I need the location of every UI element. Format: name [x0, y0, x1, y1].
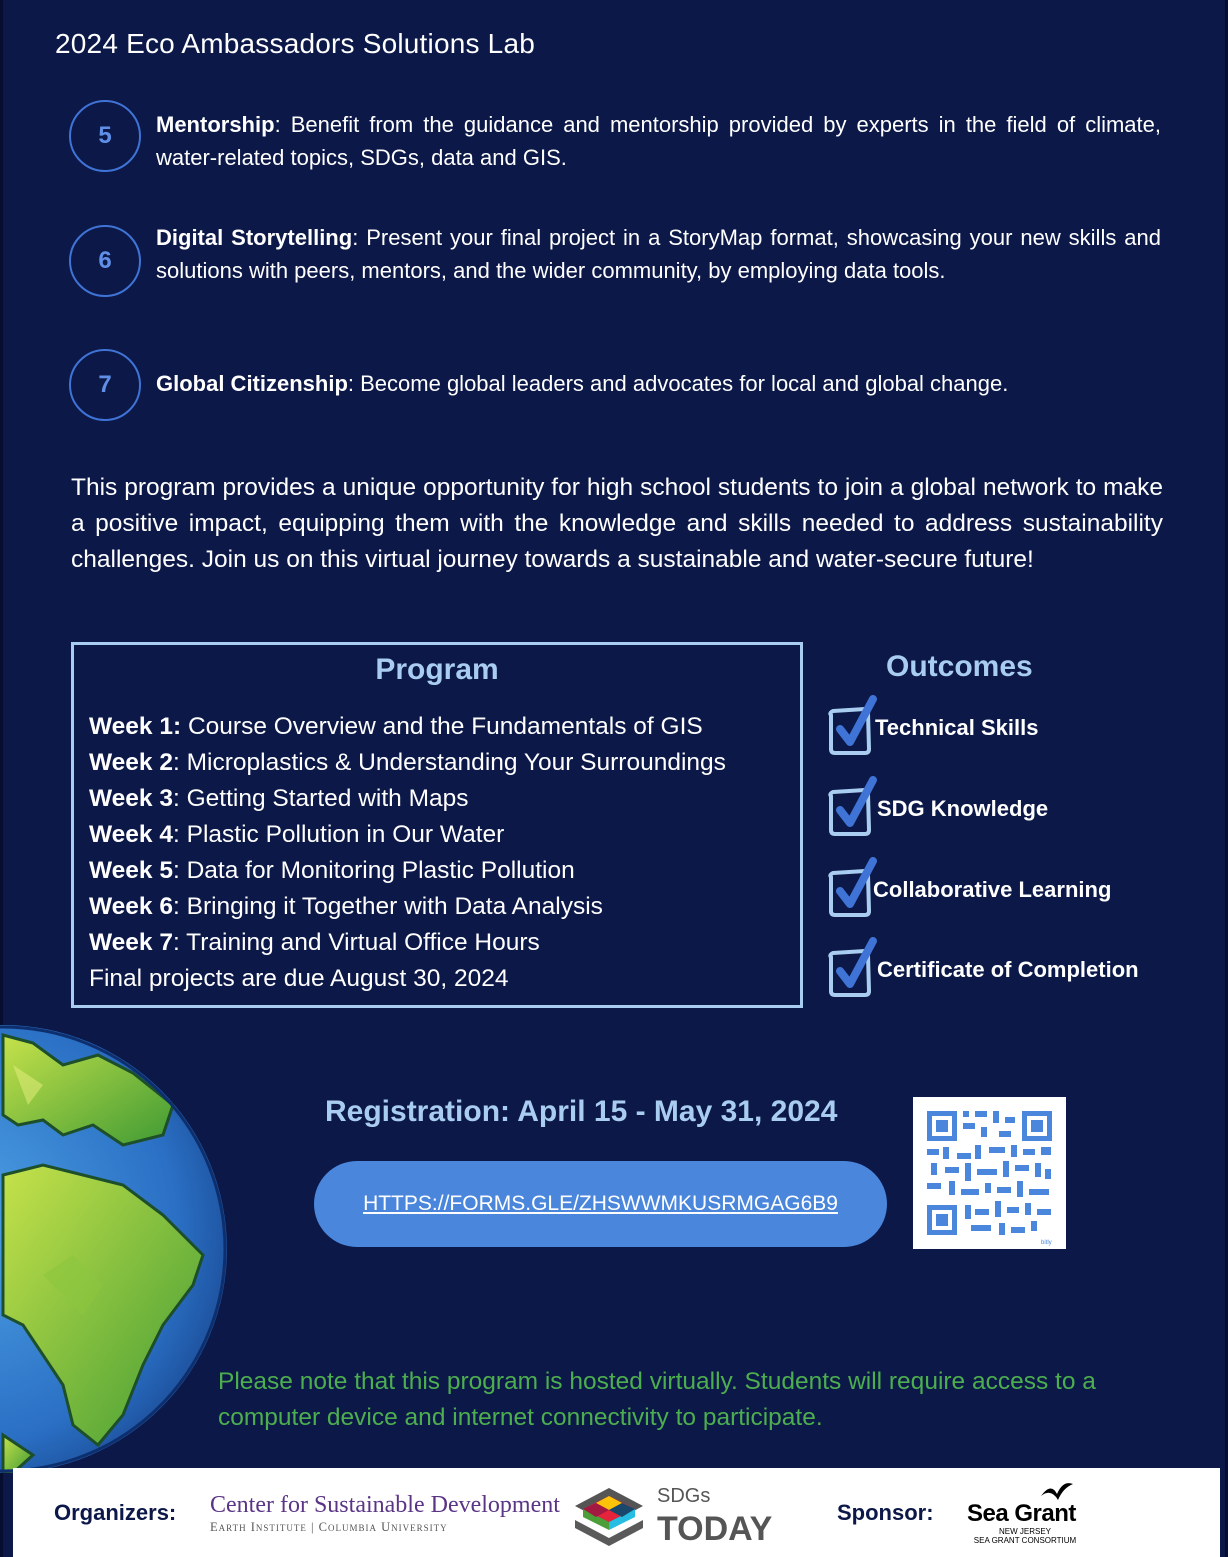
outcome-item — [825, 857, 1111, 923]
seagull-icon — [1039, 1478, 1075, 1502]
outcome-item — [825, 695, 1038, 761]
week-label: Week 3 — [89, 785, 173, 812]
week-item — [89, 817, 800, 853]
benefit-heading: Mentorship — [156, 112, 275, 137]
benefit-heading: Digital Storytelling — [156, 225, 353, 250]
week-label: Week 4 — [89, 821, 173, 848]
benefit-heading: Global Citizenship — [156, 371, 348, 396]
benefit-item — [69, 225, 1161, 297]
outcome-label: Technical Skills — [875, 715, 1039, 740]
registration-link-button[interactable]: HTTPS://FORMS.GLE/ZHSWWMKUSRMGAG6B9 — [314, 1161, 887, 1247]
sea-grant-logo — [963, 1478, 1093, 1550]
week-topic: : Bringing it Together with Data Analysis — [173, 893, 603, 920]
outcome-item — [825, 937, 1139, 1003]
week-topic: : Data for Monitoring Plastic Pollution — [173, 857, 575, 884]
footer-bar — [13, 1468, 1220, 1557]
week-label: Week 2 — [89, 749, 173, 776]
sdgs-logo-top: SDGs — [657, 1485, 711, 1507]
benefit-item — [69, 349, 1161, 421]
outcomes-title: Outcomes — [886, 650, 1033, 683]
week-item — [89, 853, 800, 889]
sea-grant-name: Sea Grant — [967, 1500, 1076, 1527]
benefit-text: : Become global leaders and advocates for local and global change. — [347, 371, 1009, 396]
number-badge: 7 — [69, 349, 141, 421]
week-topic: : Getting Started with Maps — [173, 785, 469, 812]
week-item — [89, 889, 800, 925]
benefit-description — [156, 221, 1161, 287]
checkbox-check-icon — [825, 695, 881, 761]
benefit-item — [69, 100, 1161, 174]
organizers-label: Organizers: — [54, 1500, 177, 1525]
benefit-text: : Present your final project in a StoryMap format, showcasing your new skills and solutions with peers, mentors, and the wider community, by employing data tools. — [156, 225, 1161, 283]
number-badge: 5 — [69, 100, 141, 172]
qr-code-icon — [913, 1097, 1066, 1249]
virtual-program-note: Please note that this program is hosted virtually. Students will require access to a computer device and internet connectivity to participate. — [218, 1368, 1096, 1431]
qr-brand-label: bitly — [1041, 1240, 1052, 1246]
csd-logo-subtitle: Earth Institute | Columbia University — [210, 1520, 448, 1534]
earth-globe-icon — [3, 1025, 227, 1473]
benefit-description — [156, 108, 1161, 174]
program-title: Program — [375, 653, 499, 686]
sdgs-today-logo — [569, 1474, 773, 1554]
sea-grant-consortium: SEA GRANT CONSORTIUM — [973, 1536, 1077, 1545]
csd-logo-name: Center for Sustainable Development — [210, 1492, 560, 1518]
sponsor-label: Sponsor: — [837, 1500, 934, 1525]
sdgs-logo-bottom: TODAY — [657, 1510, 773, 1548]
week-label: Week 6 — [89, 893, 173, 920]
week-topic: Course Overview and the Fundamentals of GIS — [181, 713, 703, 740]
qr-code[interactable] — [913, 1097, 1066, 1249]
outcome-label: SDG Knowledge — [877, 796, 1049, 821]
outcome-label: Collaborative Learning — [873, 877, 1112, 902]
week-topic: : Training and Virtual Office Hours — [173, 929, 540, 956]
intro-paragraph: This program provides a unique opportunity for high school students to join a global network to make a positive impact, equipping them with the knowledge and skills needed to address sustainability challenges. Join us on this virtual journey towards a sustainable and water-secure future! — [71, 474, 1163, 573]
number-badge: 6 — [69, 225, 141, 297]
week-topic: : Plastic Pollution in Our Water — [173, 821, 505, 848]
final-project-note: Final projects are due August 30, 2024 — [89, 965, 509, 992]
checkbox-check-icon — [825, 937, 881, 1003]
benefit-text: : Benefit from the guidance and mentorship provided by experts in the field of climate, water-related topics, SDGs, data and GIS. — [156, 112, 1161, 170]
week-item — [89, 745, 800, 781]
week-label: Week 5 — [89, 857, 173, 884]
page-title: 2024 Eco Ambassadors Solutions Lab — [55, 28, 535, 59]
outcome-item — [825, 776, 1048, 842]
week-label: Week 7 — [89, 929, 173, 956]
week-topic: : Microplastics & Understanding Your Surroundings — [173, 749, 726, 776]
program-box — [71, 642, 803, 1008]
week-item — [89, 925, 800, 961]
week-item — [89, 709, 800, 745]
registration-dates: Registration: April 15 - May 31, 2024 — [325, 1095, 838, 1128]
benefit-description — [156, 367, 1161, 400]
outcome-label: Certificate of Completion — [877, 957, 1139, 982]
week-item — [89, 781, 800, 817]
csd-logo — [210, 1492, 560, 1535]
sea-grant-state: NEW JERSEY — [998, 1527, 1051, 1536]
week-label: Week 1: — [89, 713, 182, 740]
globe-illustration — [3, 1025, 227, 1473]
checkbox-check-icon — [825, 776, 881, 842]
